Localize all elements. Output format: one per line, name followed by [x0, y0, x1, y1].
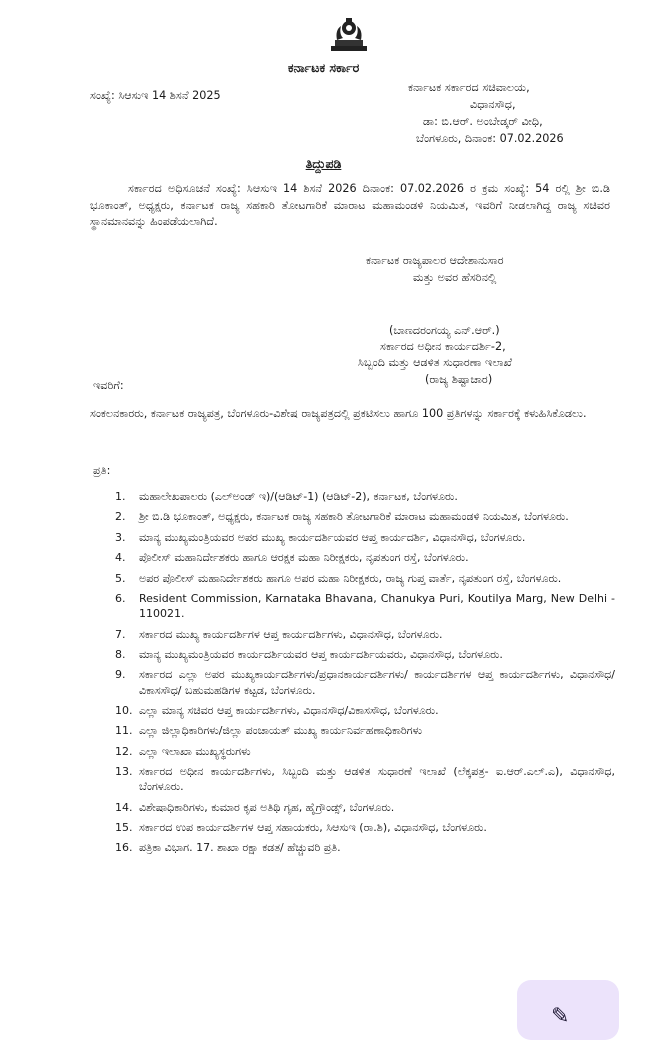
governor-order-line2: ಮತ್ತು ಅವರ ಹೆಸರಿನಲ್ಲಿ: [413, 271, 497, 284]
list-item-number: 11.: [115, 724, 133, 738]
copy-label: ಪ್ರತಿ:: [93, 464, 111, 477]
list-item: [115, 647, 615, 662]
list-item-text: ಪತ್ರಿಕಾ ವಿಭಾಗ. 17. ಶಾಖಾ ರಕ್ಷಾ ಕಡತ/ ಹೆಚ್ಚುವರಿ ಪ್ರತಿ.: [139, 841, 341, 855]
list-item-text: ಮಾನ್ಯ ಮುಖ್ಯಮಂತ್ರಿಯವರ ಅಪರ ಮುಖ್ಯ ಕಾರ್ಯದರ್ಶಿಯವರ ಆಪ್ತ ಕಾರ್ಯದರ್ಶಿ, ವಿಧಾನಸೌಧ, ಬೆಂಗಳೂರು.: [139, 530, 526, 544]
list-item-number: 15.: [115, 821, 133, 835]
list-item: [115, 820, 615, 835]
list-item-number: 4.: [115, 551, 126, 565]
office-date: ಬೆಂಗಳೂರು, ದಿನಾಂಕ: 07.02.2026: [416, 132, 564, 145]
list-item: [115, 489, 615, 504]
list-item-number: 16.: [115, 841, 133, 855]
government-heading: ಕರ್ನಾಟಕ ಸರ್ಕಾರ: [287, 60, 360, 75]
list-item: [115, 571, 615, 586]
list-item-number: 12.: [115, 744, 133, 758]
signatory-designation3: (ರಾಜ್ಯ ಶಿಷ್ಟಾಚಾರ): [425, 373, 493, 386]
list-item-text: Resident Commission, Karnataka Bhavana, Chanukya Puri, Koutilya Marg, New Delhi - 110021.: [139, 591, 615, 621]
list-item-number: 13.: [115, 765, 133, 779]
document-title-text: ತಿದ್ದುಪಡಿ: [305, 156, 342, 171]
list-item-text: ಎಲ್ಲಾ ಮಾನ್ಯ ಸಚಿವರ ಆಪ್ತ ಕಾರ್ಯದರ್ಶಿಗಳು, ವಿಧಾನಸೌಧ/ವಿಕಾಸಸೌಧ, ಬೆಂಗಳೂರು.: [139, 703, 439, 717]
list-item-text: ಸರ್ಕಾರದ ಅಧೀನ ಕಾರ್ಯದರ್ಶಿಗಳು, ಸಿಬ್ಬಂದಿ ಮತ್ತು ಆಡಳಿತ ಸುಧಾರಣೆ ಇಲಾಖೆ (ಲೆಕ್ಕಪತ್ರ- ಐ.ಆರ್.ಎಲ್.ಎ), ವಿಧಾನಸೌಧ, ಬೆಂಗಳೂರು.: [139, 765, 615, 794]
list-item-text: ಮಹಾಲೇಖಪಾಲರು (ಎಲ್ಅಂಡ್ ಇ)/(ಆಡಿಟ್-1) (ಆಡಿಟ್-2), ಕರ್ನಾಟಕ, ಬೆಂಗಳೂರು.: [139, 490, 458, 503]
office-address-line3: ಡಾ: ಬಿ.ಆರ್. ಅಂಬೇಡ್ಕರ್ ವೀಧಿ,: [423, 115, 543, 128]
list-item-number: 2.: [115, 510, 126, 524]
list-item-text: ಶ್ರೀ ಬಿ.ಡಿ ಭೂಕಾಂತ್, ಅಧ್ಯಕ್ಷರು, ಕರ್ನಾಟಕ ರಾಜ್ಯ ಸಹಕಾರಿ ತೋಟಗಾರಿಕೆ ಮಾರಾಟ ಮಹಾಮಂಡಳಿ ನಿಯಮಿತ, ಬೆಂಗಳೂರು.: [139, 510, 569, 524]
office-address-line2: ವಿಧಾನಸೌಧ,: [470, 98, 516, 111]
office-address-line1: ಕರ್ನಾಟಕ ಸರ್ಕಾರದ ಸಚಿವಾಲಯ,: [408, 81, 530, 94]
list-item-number: 10.: [115, 703, 133, 717]
reference-number: ಸಂಖ್ಯೆ: ಸಿಆಸುಇ 14 ಶಿಸನೆ 2025: [90, 89, 221, 102]
list-item-number: 3.: [115, 530, 126, 544]
list-item-text: ಎಲ್ಲಾ ಜಿಲ್ಲಾಧಿಕಾರಿಗಳು/ಜಿಲ್ಲಾ ಪಂಚಾಯತ್ ಮುಖ್ಯ ಕಾರ್ಯನಿರ್ವಹಣಾಧಿಕಾರಿಗಳು: [139, 724, 423, 738]
list-item: [115, 627, 615, 642]
list-item-number: 8.: [115, 647, 126, 661]
list-item-text: ಮಾನ್ಯ ಮುಖ್ಯಮಂತ್ರಿಯವರ ಕಾರ್ಯದರ್ಶಿಯವರ ಆಪ್ತ ಕಾರ್ಯದರ್ಶಿಯವರು, ವಿಧಾನಸೌಧ, ಬೆಂಗಳೂರು.: [139, 647, 503, 661]
list-item-number: 14.: [115, 800, 133, 814]
list-item: [115, 840, 615, 855]
edit-pen-icon[interactable]: ✎: [551, 1004, 570, 1029]
list-item-text: ಎಲ್ಲಾ ಇಲಾಖಾ ಮುಖ್ಯಸ್ಥರುಗಳು: [139, 744, 251, 758]
list-item-text: ಸರ್ಕಾರದ ಮುಖ್ಯ ಕಾರ್ಯದರ್ಶಿಗಳ ಆಪ್ತ ಕಾರ್ಯದರ್ಶಿಗಳು, ವಿಧಾನಸೌಧ, ಬೆಂಗಳೂರು.: [139, 627, 443, 641]
list-item-number: 5.: [115, 571, 126, 585]
to-recipient-text: ಸಂಕಲನಕಾರರು, ಕರ್ನಾಟಕ ರಾಜ್ಯಪತ್ರ, ಬೆಂಗಳೂರು-ವಿಶೇಷ ರಾಜ್ಯಪತ್ರದಲ್ಲಿ ಪ್ರಕಟಿಸಲು ಹಾಗೂ 100 ಪ್ರತಿಗಳನ್ನು ಸರ್ಕಾರಕ್ಕೆ ಕಳುಹಿಸಿಕೊಡಲು.: [90, 407, 587, 420]
document-title: [0, 156, 647, 172]
list-item: [115, 723, 615, 738]
list-item-number: 9.: [115, 668, 126, 682]
list-item: [115, 591, 615, 621]
list-item: [115, 530, 615, 545]
list-item: [115, 744, 615, 759]
list-item-text: ಸರ್ಕಾರದ ಎಲ್ಲಾ ಅಪರ ಮುಖ್ಯಕಾರ್ಯದರ್ಶಿಗಳು/ಪ್ರಧಾನಕಾರ್ಯದರ್ಶಿಗಳು/ ಕಾರ್ಯದರ್ಶಿಗಳ ಆಪ್ತ ಕಾರ್ಯದರ್ಶಿಗಳು, ವಿಧಾನಸೌಧ/ ವಿಕಾಸಸೌಧ/ ಬಹುಮಹಡಿಗಳ ಕಟ್ಟಡ, ಬೆಂಗಳೂರು.: [139, 668, 615, 697]
list-item: [115, 703, 615, 718]
amendment-body: ಸರ್ಕಾರದ ಅಧಿಸೂಚನೆ ಸಂಖ್ಯೆ: ಸಿಆಸುಇ 14 ಶಿಸನೆ 2026 ದಿನಾಂಕ: 07.02.2026 ರ ಕ್ರಮ ಸಂಖ್ಯೆ: 54 ರಲ್ಲಿ ಶ್ರೀ ಬಿ.ಡಿ ಭೂಕಾಂತ್, ಅಧ್ಯಕ್ಷರು, ಕರ್ನಾಟಕ ರಾಜ್ಯ ಸಹಕಾರಿ ತೋಟಗಾರಿಕೆ ಮಾರಾಟ ಮಹಾಮಂಡಳಿ ನಿಯಮಿತ, ಇವರಿಗೆ ನೀಡಲಾಗಿದ್ದ ರಾಜ್ಯ ಸಚಿವರ ಸ್ಥಾನಮಾನವನ್ನು ಹಿಂಪಡೆಯಲಾಗಿದೆ.: [90, 182, 610, 229]
list-item-text: ಪೊಲೀಸ್ ಮಹಾನಿರ್ದೇಶಕರು ಹಾಗೂ ಆರಕ್ಷಕ ಮಹಾ ನಿರೀಕ್ಷಕರು, ನೃಪತುಂಗ ರಸ್ತೆ, ಬೆಂಗಳೂರು.: [139, 551, 469, 565]
list-item: [115, 550, 615, 565]
list-item-number: 1.: [115, 490, 126, 503]
list-item-number: 6.: [115, 591, 126, 605]
list-item-text: ಅಪರ ಪೊಲೀಸ್ ಮಹಾನಿರ್ದೇಶಕರು ಹಾಗೂ ಅಪರ ಮಹಾ ನಿರೀಕ್ಷಕರು, ರಾಜ್ಯ ಗುಪ್ತ ವಾರ್ತೆ, ನೃಪತುಂಗ ರಸ್ತೆ, ಬೆಂಗಳೂರು.: [139, 571, 562, 585]
list-item-text: ಸರ್ಕಾರದ ಉಪ ಕಾರ್ಯದರ್ಶಿಗಳ ಆಪ್ತ ಸಹಾಯಕರು, ಸಿಆಸುಇ (ರಾ.ಶಿ), ವಿಧಾನಸೌಧ, ಬೆಂಗಳೂರು.: [139, 821, 487, 835]
copy-recipients-list: [115, 489, 615, 861]
signatory-name: (ಬಾಣದರಂಗಯ್ಯ ಎನ್.ಆರ್.): [389, 324, 500, 337]
list-item-text: ವಿಶೇಷಾಧಿಕಾರಿಗಳು, ಕುಮಾರ ಕೃಪ ಅತಿಥಿ ಗೃಹ, ಹೈಗ್ರೌಂಡ್ಸ್, ಬೆಂಗಳೂರು.: [139, 800, 395, 814]
list-item: [115, 800, 615, 815]
signatory-designation1: ಸರ್ಕಾರದ ಅಧೀನ ಕಾರ್ಯದರ್ಶಿ-2,: [380, 340, 506, 353]
signatory-designation2: ಸಿಬ್ಬಂದಿ ಮತ್ತು ಆಡಳಿತ ಸುಧಾರಣಾ ಇಲಾಖೆ: [358, 356, 513, 369]
list-item: [115, 509, 615, 524]
list-item-number: 7.: [115, 627, 126, 641]
state-emblem-icon: [327, 16, 371, 56]
list-item: [115, 764, 615, 794]
governor-order-line1: ಕರ್ನಾಟಕ ರಾಜ್ಯಪಾಲರ ಆದೇಶಾನುಸಾರ: [366, 254, 504, 267]
to-label: ಇವರಿಗೆ:: [93, 379, 124, 392]
list-item: [115, 667, 615, 697]
